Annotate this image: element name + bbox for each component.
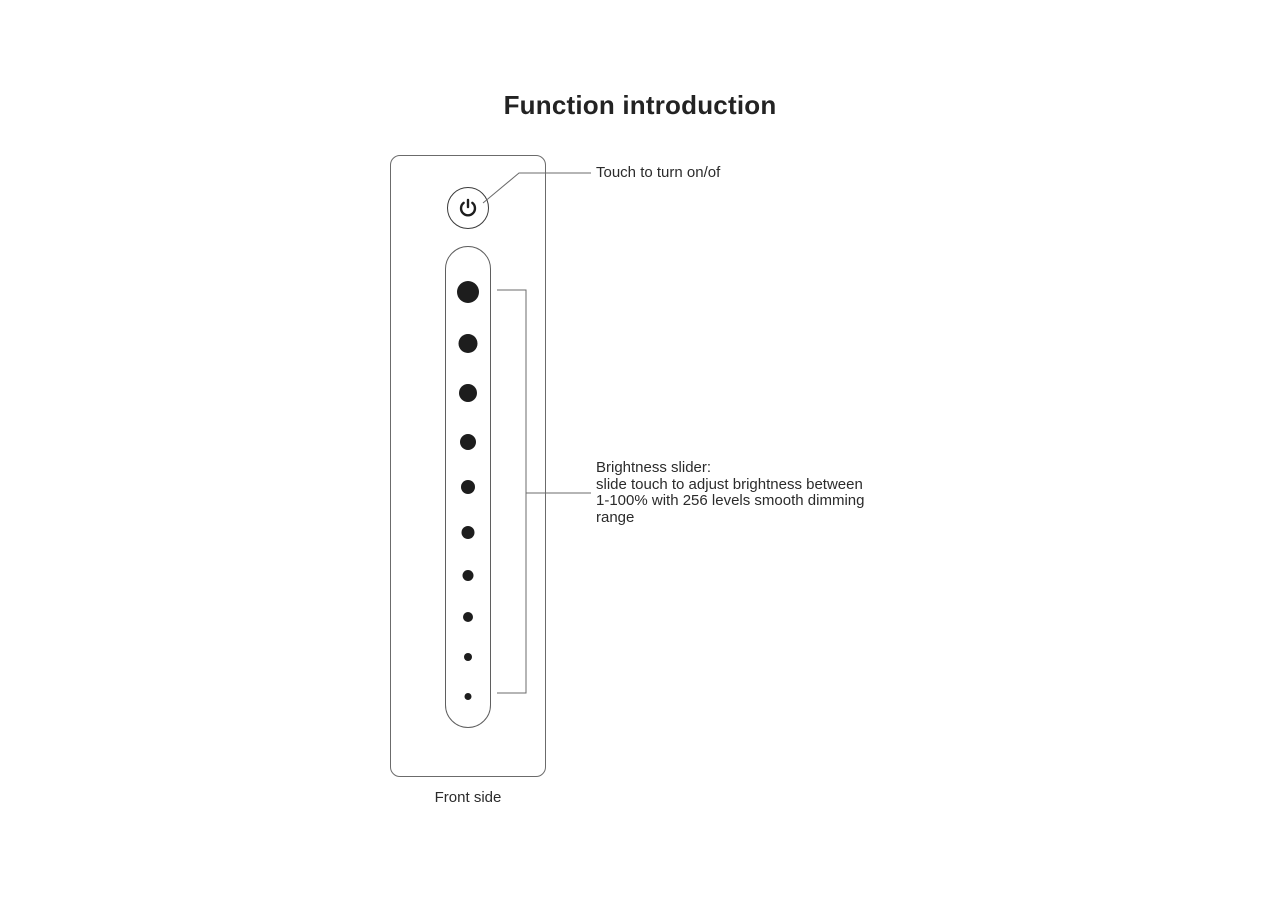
brightness-annotation-line: Brightness slider: — [596, 459, 712, 476]
slider-dot — [463, 612, 473, 622]
slider-dot — [463, 570, 474, 581]
slider-dot — [464, 653, 472, 661]
slider-dot — [459, 384, 477, 402]
page-title: Function introduction — [503, 90, 777, 120]
power-icon — [457, 197, 479, 219]
brightness-annotation-line: 1-100% with 256 levels smooth dimming — [596, 492, 865, 509]
slider-dot — [461, 480, 475, 494]
brightness-annotation-line: slide touch to adjust brightness between — [596, 475, 863, 493]
power-annotation-label: Touch to turn on/of — [596, 164, 721, 181]
power-button — [447, 187, 489, 229]
brightness-annotation-label — [596, 460, 864, 526]
slider-dot — [460, 434, 476, 450]
slider-dot — [457, 281, 479, 303]
brightness-slider — [445, 246, 491, 728]
slider-dot — [459, 334, 478, 353]
front-side-label: Front side — [434, 789, 502, 806]
brightness-annotation-line: range — [596, 508, 635, 526]
slider-dot — [462, 526, 475, 539]
slider-dot — [465, 693, 472, 700]
